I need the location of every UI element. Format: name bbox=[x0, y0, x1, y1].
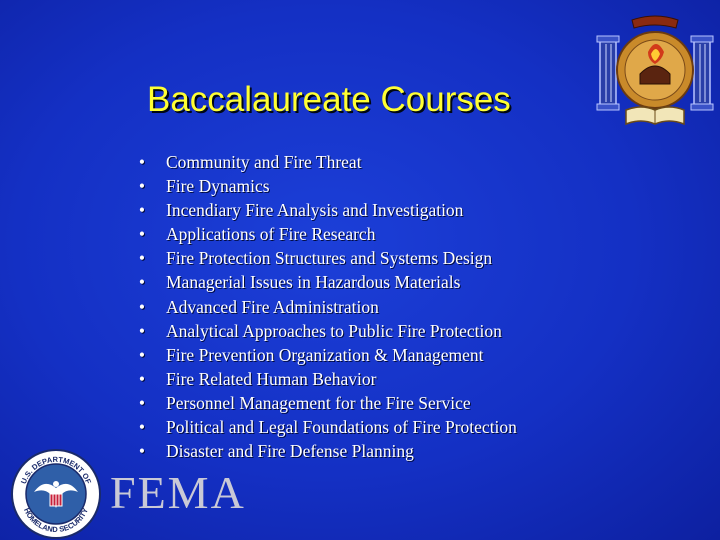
dhs-seal-icon bbox=[10, 448, 102, 540]
bullet-icon: • bbox=[138, 320, 146, 341]
bullet-icon: • bbox=[138, 296, 146, 317]
slide-title: Baccalaureate Courses bbox=[147, 80, 511, 119]
svg-text:HOMELAND SECURITY: HOMELAND SECURITY bbox=[22, 506, 90, 535]
bullet-icon: • bbox=[138, 344, 146, 365]
bullet-icon: • bbox=[138, 441, 146, 462]
fema-wordmark: FEMA bbox=[110, 467, 246, 518]
bullet-icon: • bbox=[138, 392, 146, 413]
bullet-icon: • bbox=[138, 200, 146, 221]
fire-academy-emblem-icon bbox=[596, 14, 714, 134]
bullet-icon: • bbox=[138, 152, 146, 172]
bullet-icon: • bbox=[138, 417, 146, 438]
bullet-icon: • bbox=[138, 224, 146, 245]
svg-text:U.S. DEPARTMENT OF: U.S. DEPARTMENT OF bbox=[18, 454, 94, 486]
bullet-icon: • bbox=[138, 176, 146, 197]
bullet-icon: • bbox=[138, 272, 146, 293]
bullet-icon: • bbox=[138, 368, 146, 389]
bullet-icon: • bbox=[138, 248, 146, 269]
